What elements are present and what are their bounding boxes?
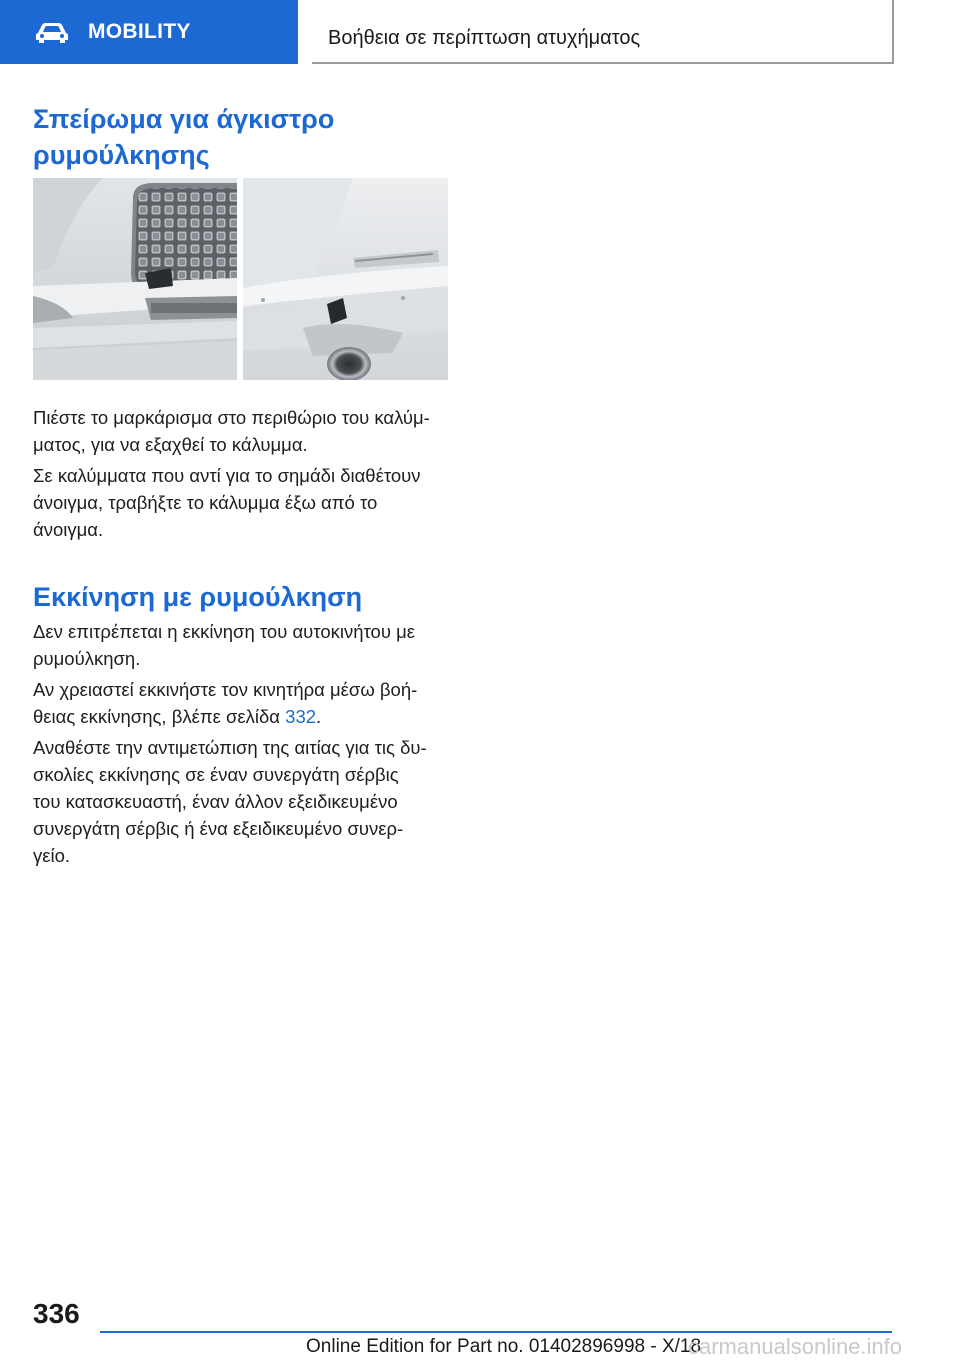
- heading-line-2: ρυμούλκησης: [33, 140, 210, 170]
- paragraph-opening-cover: [33, 462, 453, 543]
- paragraph-press-mark: [33, 404, 453, 458]
- section-heading-tow-start: Εκκίνηση με ρυμούλκηση: [33, 582, 363, 612]
- text-line: Πιέστε το μαρκάρισμα στο περιθώριο του καλύμ-: [33, 407, 430, 428]
- text-line: Σε καλύμματα που αντί για το σημάδι διαθέτουν: [33, 465, 421, 486]
- page-reference-link[interactable]: 332: [285, 706, 317, 727]
- front-bumper-image: [33, 178, 237, 380]
- paragraph-tow-start-forbidden: [33, 618, 453, 672]
- text-line: ρυμούλκηση.: [33, 648, 141, 669]
- footer-edition-text: Online Edition for Part no. 01402896998 - X/18: [306, 1336, 702, 1357]
- heading-line-1: Σπείρωμα για άγκιστρο: [33, 104, 335, 134]
- text-line: θειας εκκίνησης, βλέπε σελίδα: [33, 706, 286, 727]
- front-bumper-figure: [33, 178, 237, 380]
- watermark-text: carmanualsonline.info: [688, 1334, 903, 1359]
- car-icon: [34, 22, 70, 44]
- chapter-header: [312, 0, 894, 64]
- text-line: ματος, για να εξαχθεί το κάλυμμα.: [33, 434, 308, 455]
- rear-bumper-image: [243, 178, 448, 380]
- chapter-title: Βοήθεια σε περίπτωση ατυχήματος: [328, 27, 641, 49]
- text-line: άνοιγμα.: [33, 519, 104, 540]
- section-heading-towing-thread: [33, 101, 334, 173]
- text-line: γείο.: [33, 845, 71, 866]
- text-line: Αν χρειαστεί εκκινήστε τον κινητήρα μέσω βοή-: [33, 679, 418, 700]
- text-line: σκολίες εκκίνησης σε έναν συνεργάτη σέρβις: [33, 764, 399, 785]
- footer-divider: [100, 1331, 892, 1333]
- rear-bumper-figure: [243, 178, 448, 380]
- paragraph-service-partner: [33, 734, 453, 869]
- header-tab-label: MOBILITY: [88, 20, 191, 43]
- text-line: Δεν επιτρέπεται η εκκίνηση του αυτοκινήτου με: [33, 621, 416, 642]
- text-line: συνεργάτη σέρβις ή ένα εξειδικευμένο συνερ-: [33, 818, 404, 839]
- text-line: του κατασκευαστή, έναν άλλον εξειδικευμένο: [33, 791, 398, 812]
- text-punctuation: .: [316, 706, 322, 727]
- header-tab-mobility[interactable]: [0, 0, 298, 64]
- paragraph-jump-start: [33, 676, 453, 730]
- page-number: 336: [33, 1298, 80, 1329]
- text-line: Αναθέστε την αντιμετώπιση της αιτίας για τις δυ-: [33, 737, 427, 758]
- text-line: άνοιγμα, τραβήξτε το κάλυμμα έξω από το: [33, 492, 378, 513]
